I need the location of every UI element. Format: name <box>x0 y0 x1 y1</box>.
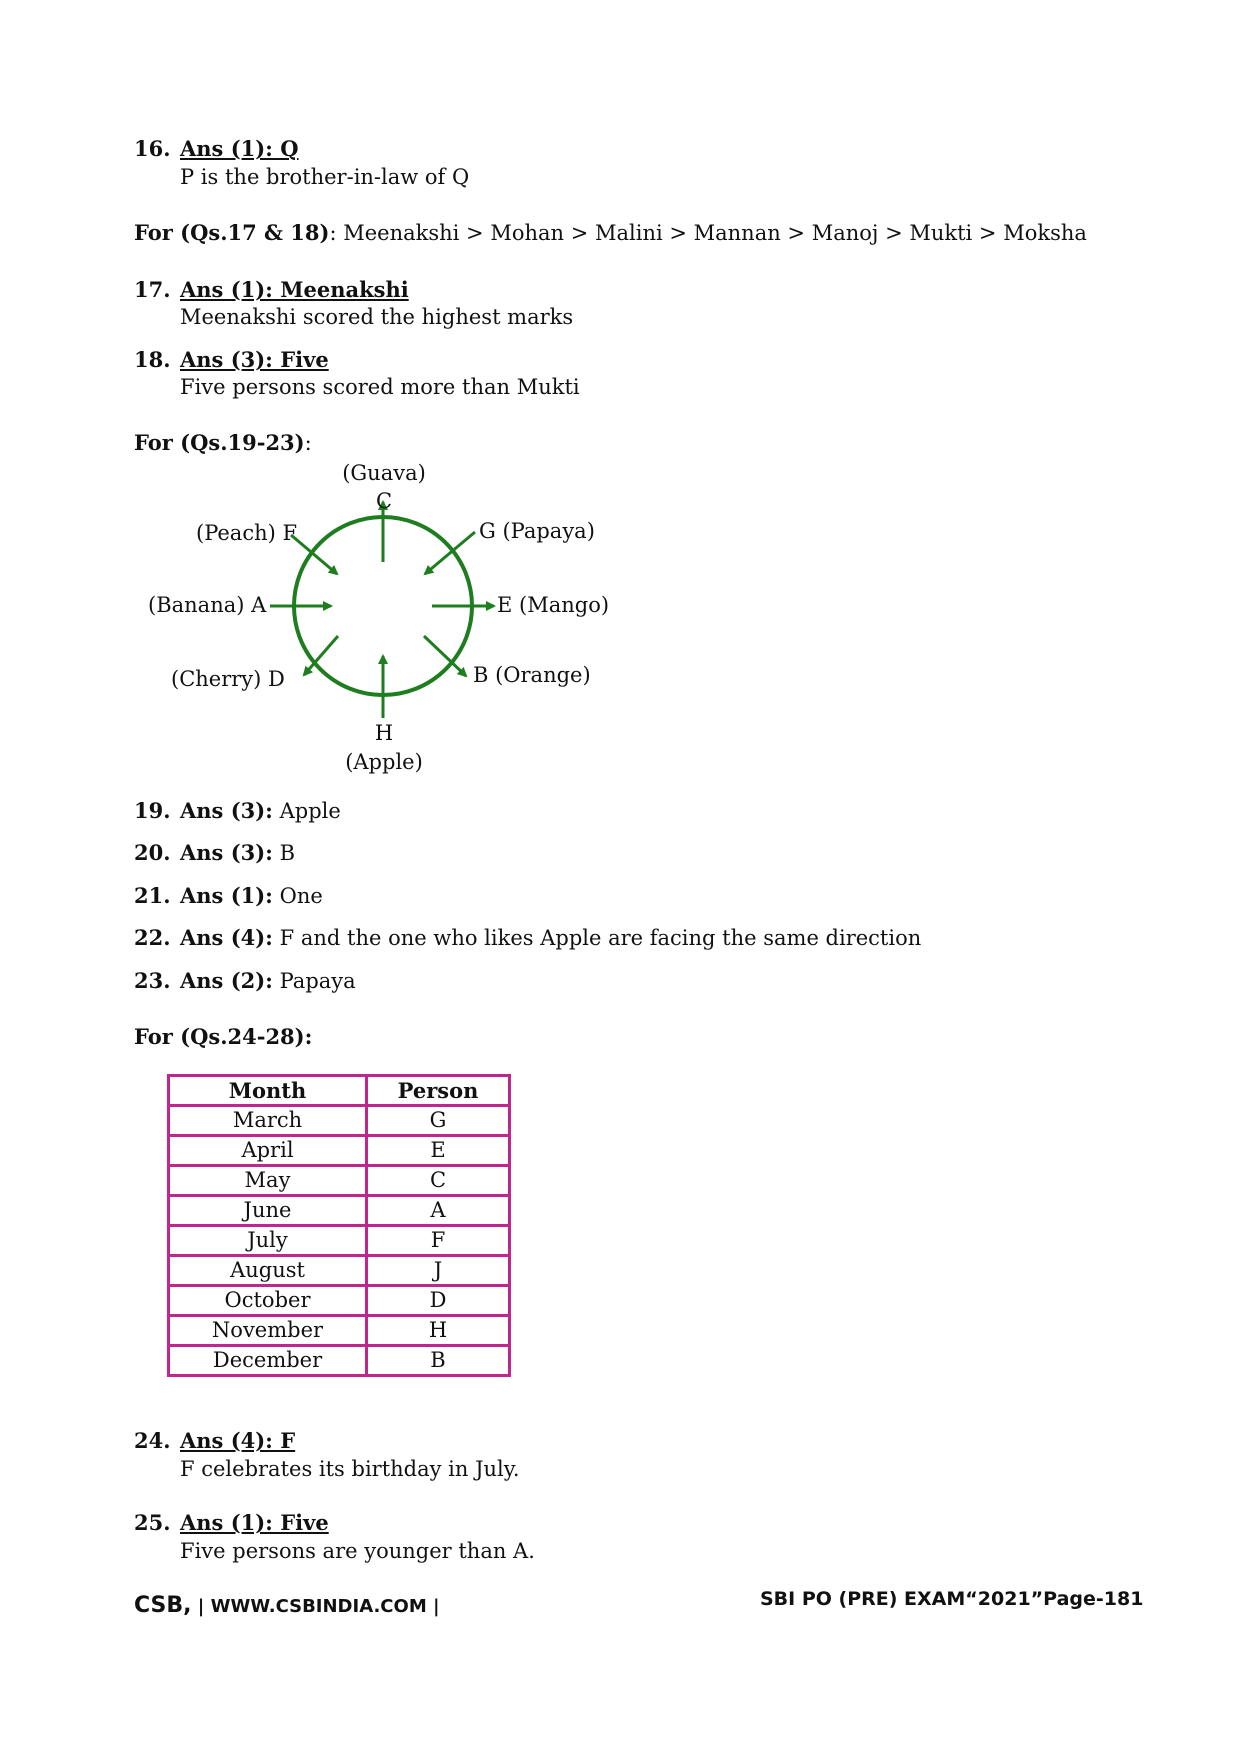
answer-label: Ans (1): Q <box>180 136 299 161</box>
for-label: For (Qs.24-28): <box>134 1024 313 1049</box>
answer-label: Ans (1): Meenakshi <box>180 277 409 302</box>
answer-text: One <box>272 884 323 908</box>
header-month: Month <box>169 1076 367 1106</box>
answer-label: Ans (4): <box>180 925 273 950</box>
table-row <box>169 1106 510 1136</box>
question-number: 20. <box>134 840 171 865</box>
label-h: H <box>374 721 394 745</box>
answer-explanation: F celebrates its birthday in July. <box>180 1457 520 1481</box>
answer-text: B <box>272 841 296 865</box>
answer-text: Papaya <box>272 969 356 993</box>
question-number: 21. <box>134 883 171 908</box>
for-label: For (Qs.17 & 18) <box>134 220 330 245</box>
arrow-f <box>291 535 337 574</box>
csb-logo: CSB, <box>134 1593 192 1618</box>
cell-person: D <box>367 1286 510 1316</box>
cell-person: F <box>367 1226 510 1256</box>
table-row <box>169 1316 510 1346</box>
answer-label: Ans (3): <box>180 798 273 823</box>
cell-person: G <box>367 1106 510 1136</box>
month-person-table <box>167 1074 511 1377</box>
table-header-row <box>169 1076 510 1106</box>
cell-month: June <box>169 1196 367 1226</box>
label-papaya-g: G (Papaya) <box>479 519 595 543</box>
answer-label: Ans (1): <box>180 883 273 908</box>
cell-person: C <box>367 1166 510 1196</box>
answer-line <box>180 798 341 824</box>
answer-explanation: Meenakshi scored the highest marks <box>180 305 574 329</box>
answer-label: Ans (4): F <box>180 1428 296 1453</box>
header-person: Person <box>367 1076 510 1106</box>
circular-arrangement-diagram <box>0 0 1241 800</box>
question-number: 19. <box>134 798 171 823</box>
label-peach-f: (Peach) F <box>196 521 298 545</box>
table-row <box>169 1286 510 1316</box>
label-mango-e: E (Mango) <box>497 593 610 617</box>
question-number: 23. <box>134 968 171 993</box>
for-colon: : <box>304 431 312 455</box>
answer-explanation: Five persons are younger than A. <box>180 1539 535 1563</box>
cell-month: October <box>169 1286 367 1316</box>
footer-website: | WWW.CSBINDIA.COM | <box>191 1596 440 1617</box>
for-block-24-28 <box>134 1024 312 1050</box>
cell-month: December <box>169 1346 367 1376</box>
answer-line <box>180 925 921 951</box>
answer-line <box>180 840 295 866</box>
label-cherry-d: (Cherry) D <box>171 667 285 691</box>
table-row <box>169 1226 510 1256</box>
cell-person: J <box>367 1256 510 1286</box>
cell-person: A <box>367 1196 510 1226</box>
cell-month: August <box>169 1256 367 1286</box>
answer-explanation: Five persons scored more than Mukti <box>180 375 580 399</box>
label-banana-a: (Banana) A <box>148 593 267 617</box>
cell-month: April <box>169 1136 367 1166</box>
question-number: 24. <box>134 1428 171 1453</box>
table-row <box>169 1346 510 1376</box>
answer-label: Ans (3): Five <box>180 347 329 372</box>
footer-left <box>134 1593 440 1618</box>
table-row <box>169 1136 510 1166</box>
cell-month: November <box>169 1316 367 1346</box>
answer-line <box>180 968 356 994</box>
question-number: 25. <box>134 1510 171 1535</box>
question-number: 18. <box>134 347 171 372</box>
answer-label: Ans (3): <box>180 840 273 865</box>
label-apple: (Apple) <box>345 750 423 774</box>
answer-heading <box>180 1428 295 1454</box>
answer-line <box>180 883 323 909</box>
question-number: 22. <box>134 925 171 950</box>
footer-page-info: SBI PO (PRE) EXAM“2021”Page-181 <box>760 1588 1144 1610</box>
cell-person: E <box>367 1136 510 1166</box>
table-row <box>169 1256 510 1286</box>
label-orange-b: B (Orange) <box>473 663 591 687</box>
answer-heading <box>180 1510 329 1536</box>
cell-month: March <box>169 1106 367 1136</box>
question-number: 17. <box>134 277 171 302</box>
cell-month: July <box>169 1226 367 1256</box>
cell-person: H <box>367 1316 510 1346</box>
answer-label: Ans (1): Five <box>180 1510 329 1535</box>
table-row <box>169 1166 510 1196</box>
table-row <box>169 1196 510 1226</box>
arrow-g <box>425 532 475 574</box>
ranking-text: : Meenakshi > Mohan > Malini > Mannan > Manoj > Mukti > Moksha <box>329 221 1087 245</box>
cell-month: May <box>169 1166 367 1196</box>
answer-label: Ans (2): <box>180 968 273 993</box>
cell-person: B <box>367 1346 510 1376</box>
answer-text: F and the one who likes Apple are facing the same direction <box>272 926 922 950</box>
answer-text: Apple <box>272 799 341 823</box>
label-c: C <box>375 489 393 513</box>
label-guava: (Guava) <box>342 461 426 485</box>
question-number: 16. <box>134 136 171 161</box>
answer-explanation: P is the brother-in-law of Q <box>180 165 470 189</box>
for-label: For (Qs.19-23) <box>134 430 305 455</box>
